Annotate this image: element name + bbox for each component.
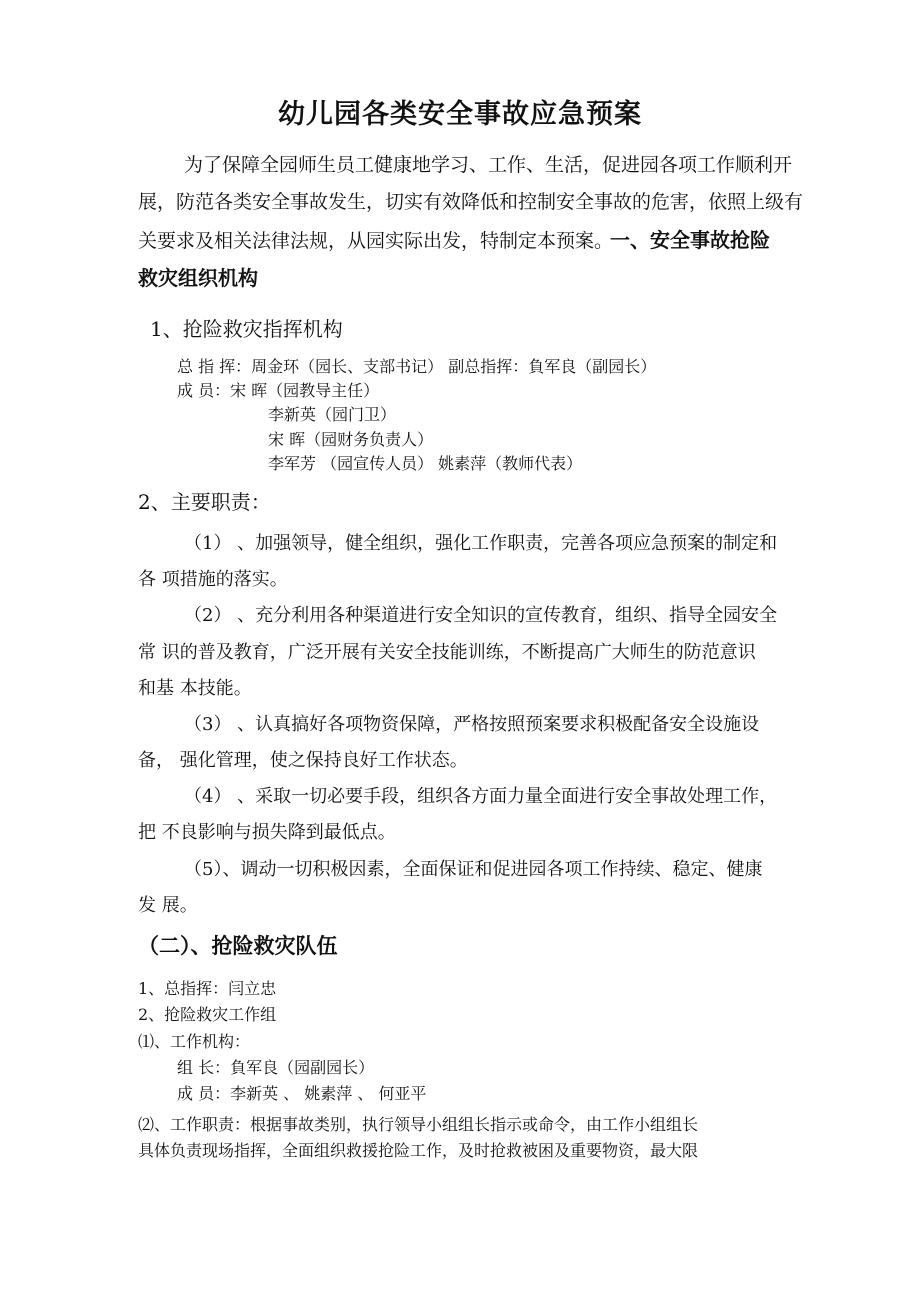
section-heading-rescue-team: （二）、抢险救灾队伍: [138, 934, 338, 958]
command-line-3: 李新英（园门卫）: [268, 405, 397, 424]
rescue-duty-line-a: ⑵、工作职责：根据事故类别，执行领导小组组长指示或命令，由工作小组组长: [138, 1115, 699, 1134]
section-heading-command: 1、抢险救灾指挥机构: [150, 317, 343, 341]
section-heading-duties: 2、主要职责：: [138, 490, 271, 514]
rescue-line-2: 2、抢险救灾工作组: [138, 1005, 277, 1024]
duty-2-line-c: 和基 本技能。: [138, 678, 252, 699]
intro-line-2: 展，防范各类安全事故发生，切实有效降低和控制安全事故的危害，依照上级有: [138, 191, 804, 213]
rescue-duty-line-b: 具体负责现场指挥，全面组织救援抢险工作，及时抢救被困及重要物资，最大限: [138, 1141, 699, 1160]
command-line-5: 李军芳 （园宣传人员） 姚素萍（教师代表）: [268, 454, 583, 473]
duty-3-line-a: （3） 、认真搞好各项物资保障，严格按照预案要求积极配备安全设施设: [184, 714, 760, 735]
command-line-4: 宋 晖（园财务负责人）: [268, 430, 434, 449]
duty-5-line-a: （5）、调动一切积极因素，全面保证和促进园各项工作持续、稳定、健康: [184, 859, 763, 880]
duty-2-line-a: （2） 、充分利用各种渠道进行安全知识的宣传教育，组织、指导全园安全: [184, 605, 778, 626]
heading-one-part-a: 一、安全事故抢险: [610, 228, 770, 252]
document-title: 幼儿园各类安全事故应急预案: [278, 99, 642, 130]
duty-5-line-b: 发 展。: [138, 895, 198, 916]
duty-3-line-b: 备， 强化管理，使之保持良好工作状态。: [138, 750, 468, 771]
heading-one-part-b: 救灾组织机构: [138, 266, 258, 290]
duty-1-line-a: （1） 、加强领导，健全组织，强化工作职责，完善各项应急预案的制定和: [184, 533, 778, 554]
rescue-line-4: 组 长：負军良（园副园长）: [177, 1058, 375, 1077]
rescue-line-1: 1、总指挥：闫立忠: [138, 979, 277, 998]
intro-line-1: 为了保障全园师生员工健康地学习、工作、生活，促进园各项工作顺利开: [184, 154, 793, 176]
rescue-line-5: 成 员：李新英 、 姚素萍 、 何亚平: [177, 1084, 427, 1103]
duty-4-line-a: （4） 、采取一切必要手段，组织各方面力量全面进行安全事故处理工作，: [184, 786, 778, 807]
intro-line-3: 关要求及相关法律法规，从园实际出发，特制定本预案。: [138, 230, 614, 252]
rescue-line-3: ⑴、工作机构：: [138, 1032, 251, 1051]
command-line-2: 成 员：宋 晖（园教导主任）: [177, 381, 380, 400]
duty-1-line-b: 各 项措施的落实。: [138, 569, 288, 590]
command-line-1: 总 指 挥：周金环（园长、支部书记） 副总指挥：負军良（副园长）: [177, 357, 657, 376]
duty-2-line-b: 常 识的普及教育，广泛开展有关安全技能训练，不断提高广大师生的防范意识: [138, 642, 756, 663]
duty-4-line-b: 把 不良影响与损失降到最低点。: [138, 822, 396, 843]
